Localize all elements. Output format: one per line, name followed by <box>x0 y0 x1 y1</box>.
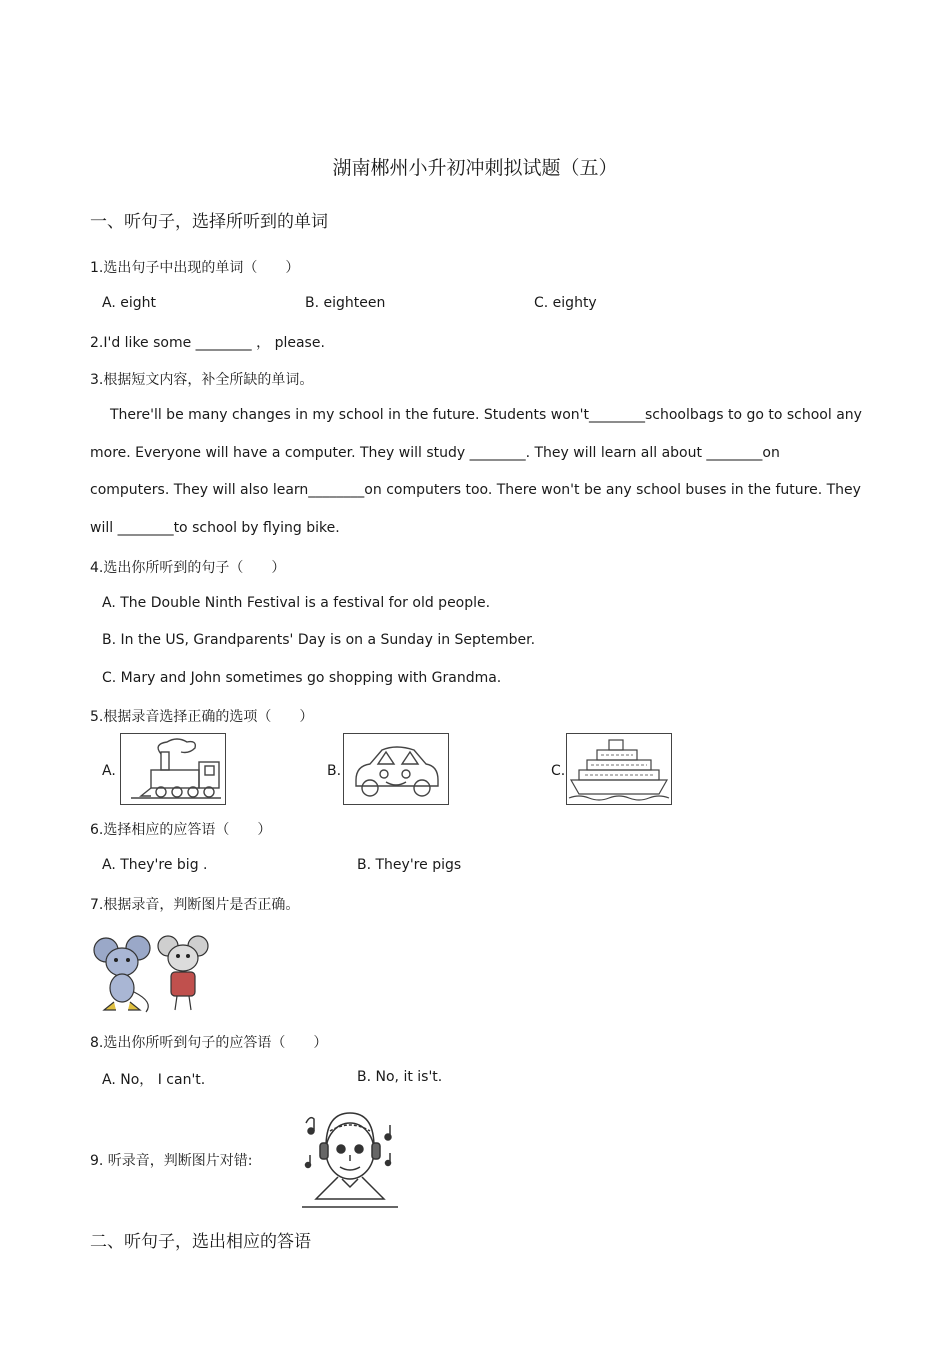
question-4-option-c[interactable]: C. Mary and John sometimes go shopping with Grandma. <box>102 670 502 686</box>
question-1-option-b[interactable]: B. eighteen <box>305 295 386 311</box>
question-1-stem: 1.选出句子中出现的单词（ ） <box>90 260 300 276</box>
question-5-option-b[interactable]: B. <box>327 763 342 779</box>
question-5-stem: 5.根据录音选择正确的选项（ ） <box>90 709 314 725</box>
question-6-stem: 6.选择相应的应答语（ ） <box>90 822 272 838</box>
section-heading-2: 二、听句子，选出相应的答语 <box>90 1232 311 1252</box>
question-8-stem: 8.选出你所听到句子的应答语（ ） <box>90 1035 328 1051</box>
question-3-passage-line: computers. They will also learn________on computers too. There won't be any school buses in the future. They <box>90 482 861 498</box>
train-icon[interactable] <box>120 733 226 805</box>
question-6-option-a[interactable]: A. They're big . <box>102 857 208 873</box>
car-icon[interactable] <box>343 733 449 805</box>
question-8-option-a[interactable]: A. No， I can't. <box>102 1072 206 1088</box>
question-8-option-b[interactable]: B. No, it is't. <box>357 1069 443 1085</box>
question-5-option-a[interactable]: A. <box>102 763 116 779</box>
boy-with-headphones-icon <box>298 1101 402 1209</box>
question-1-option-c[interactable]: C. eighty <box>534 295 597 311</box>
question-4-option-b[interactable]: B. In the US, Grandparents' Day is on a Sunday in September. <box>102 632 536 648</box>
question-4-stem: 4.选出你所听到的句子（ ） <box>90 560 286 576</box>
question-3-passage-line: will ________to school by flying bike. <box>90 520 340 536</box>
question-4-option-a[interactable]: A. The Double Ninth Festival is a festival for old people. <box>102 595 491 611</box>
question-6-option-b[interactable]: B. They're pigs <box>357 857 462 873</box>
ship-icon[interactable] <box>566 733 672 805</box>
question-3-passage-line: There'll be many changes in my school in the future. Students won't________schoolbags to go to school any <box>110 407 862 423</box>
page-title: 湖南郴州小升初冲刺拟试题（五） <box>332 157 618 179</box>
question-9-stem: 9. 听录音，判断图片对错: <box>90 1153 253 1169</box>
question-2-stem: 2.I'd like some ________ ， please. <box>90 335 325 351</box>
question-1-option-a[interactable]: A. eight <box>102 295 156 311</box>
mice-icon <box>92 928 210 1014</box>
question-5-option-c[interactable]: C. <box>551 763 566 779</box>
section-heading-1: 一、听句子，选择所听到的单词 <box>90 212 328 232</box>
question-7-stem: 7.根据录音，判断图片是否正确。 <box>90 897 300 913</box>
question-3-passage-line: more. Everyone will have a computer. They will study ________. They will learn all about ________on <box>90 445 780 461</box>
question-3-stem: 3.根据短文内容，补全所缺的单词。 <box>90 372 314 388</box>
